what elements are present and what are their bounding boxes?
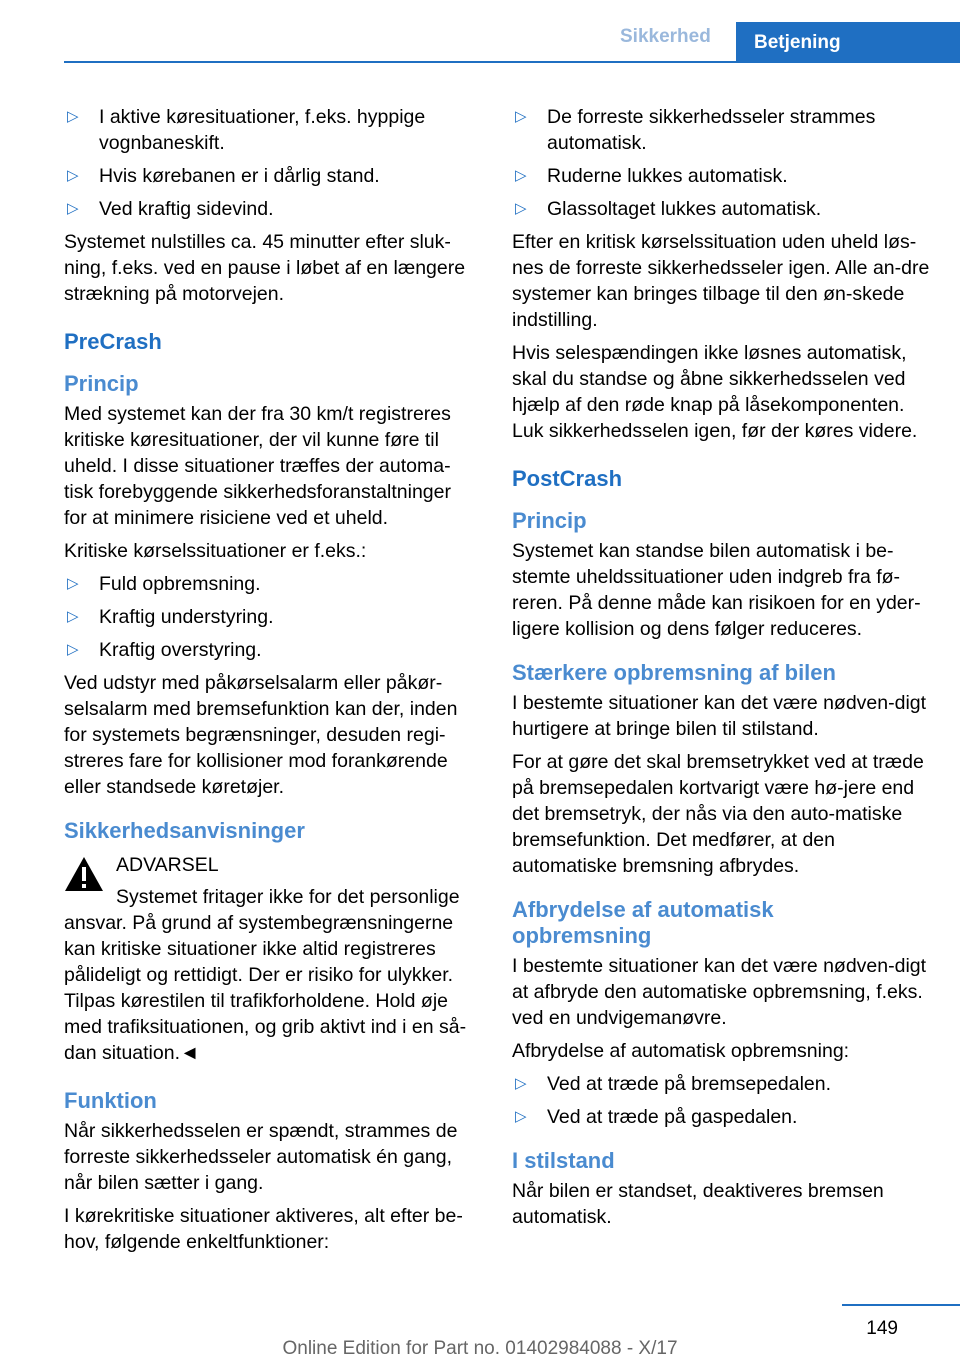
paragraph: Når sikkerhedsselen er spændt, strammes de forreste sikkerhedsseler automatisk én gang, når bilen sætter i gang. [64, 1120, 458, 1194]
paragraph: For at gøre det skal bremsetrykket ved at træde på bremsepedalen kortvarigt være hø-jere end det bremsetryk, der nås via den auto-matiske bremsefunktion. Det medfører, at den automatiske bremsning afbrydes. [512, 751, 924, 877]
triangle-bullet-icon: ▷ [67, 200, 79, 217]
paragraph: Med systemet kan der fra 30 km/t registreres kritiske køresituationer, der vil kunne føre til uheld. I disse situationer træffes der automa-tisk forebyggende sikkerhedsforanstaltninger for at minimere risiciene ved et uheld. [64, 403, 451, 529]
right-column [512, 104, 932, 1237]
warning-icon [64, 856, 104, 892]
warning-title: ADVARSEL [116, 854, 219, 876]
page-number: 149 [866, 1318, 898, 1339]
paragraph: Ved udstyr med påkørselsalarm eller påkør-selsalarm med bremsefunktion kan der, inden for systemets begrænsninger, desuden regi-streres fare for kollisioner mod forankørende eller standsede køretøjer. [64, 672, 458, 798]
heading-postcrash: PostCrash [512, 466, 623, 491]
heading-precrash: PreCrash [64, 329, 162, 354]
triangle-bullet-icon: ▷ [67, 108, 79, 125]
paragraph: Hvis selespændingen ikke løsnes automatisk, skal du standse og åbne sikkerhedsselen ved hjælp af den røde knap på låsekomponenten. Luk sikkerhedsselen igen, før der køres videre. [512, 342, 918, 442]
heading-sikkerhedsanvisninger: Sikkerhedsanvisninger [64, 818, 305, 843]
warning-text: ansvar. På grund af systembegrænsningerne kan kritiske situationer ikke altid registreres pålideligt og rettidigt. Der er risiko for ulykker. Tilpas kørestilen til trafikforholdene. Hold øje med trafiksituationen, og grib aktivt ind i en så-dan situation.◄ [64, 912, 467, 1064]
warning-text-first-line: Systemet fritager ikke for det personlige [116, 886, 460, 908]
triangle-bullet-icon: ▷ [515, 167, 527, 184]
paragraph: Kritiske kørselssituationer er f.eks.: [64, 540, 367, 562]
list-item: ▷ I aktive køresituationer, f.eks. hyppige vognbaneskift. [67, 106, 426, 154]
heading-princip: Princip [512, 508, 587, 533]
triangle-bullet-icon: ▷ [515, 108, 527, 125]
list-item: ▷ Kraftig understyring. [67, 606, 274, 628]
warning-block [64, 852, 476, 1066]
paragraph: Efter en kritisk kørselssituation uden uheld løs-nes de forreste sikkerhedsseler igen. Alle an-dre systemer kan bringes tilbage til den øn-skede indstilling. [512, 231, 930, 331]
list-item: ▷ Ved at træde på gaspedalen. [515, 1106, 798, 1128]
triangle-bullet-icon: ▷ [67, 575, 79, 592]
paragraph: I bestemte situationer kan det være nødven-digt hurtigere at bringe bilen til stilstand. [512, 692, 927, 740]
tab-sikkerhed[interactable]: Sikkerhed [620, 26, 711, 47]
triangle-bullet-icon: ▷ [67, 167, 79, 184]
left-column [64, 104, 476, 1262]
list-item: ▷ Glassoltaget lukkes automatisk. [515, 198, 822, 220]
list-item: ▷ Ved kraftig sidevind. [67, 198, 274, 220]
heading-staerkere-opbremsning: Stærkere opbremsning af bilen [512, 660, 836, 685]
paragraph: Afbrydelse af automatisk opbremsning: [512, 1040, 850, 1062]
paragraph: Systemet nulstilles ca. 45 minutter efter sluk-ning, f.eks. ved en pause i løbet af en længere strækning på motorvejen. [64, 231, 466, 305]
list-item: ▷ Ruderne lukkes automatisk. [515, 165, 788, 187]
heading-afbrydelse: Afbrydelse af automatisk opbremsning [512, 897, 774, 948]
heading-i-stilstand: I stilstand [512, 1148, 615, 1173]
tab-betjening[interactable]: Betjening [736, 22, 960, 63]
heading-princip: Princip [64, 371, 139, 396]
list-item: ▷ Ved at træde på bremsepedalen. [515, 1073, 832, 1095]
paragraph: Systemet kan standse bilen automatisk i be-stemte uheldssituationer uden indgreb fra fø-reren. På denne måde kan risikoen for en yder-ligere kollision og dens følger reduceres. [512, 540, 921, 640]
triangle-bullet-icon: ▷ [515, 1108, 527, 1125]
paragraph: I kørekritiske situationer aktiveres, alt efter be-hov, følgende enkeltfunktioner: [64, 1205, 463, 1253]
triangle-bullet-icon: ▷ [515, 1075, 527, 1092]
triangle-bullet-icon: ▷ [515, 200, 527, 217]
footer-rule [842, 1304, 960, 1306]
header-rule [64, 61, 960, 63]
heading-funktion: Funktion [64, 1088, 157, 1113]
list-item: ▷ Fuld opbremsning. [67, 573, 261, 595]
list-item: ▷ Kraftig overstyring. [67, 639, 262, 661]
triangle-bullet-icon: ▷ [67, 641, 79, 658]
footer-edition: Online Edition for Part no. 01402984088 - X/17 [282, 1338, 678, 1359]
list-item: ▷ De forreste sikkerhedsseler strammes automatisk. [515, 106, 876, 154]
list-item: ▷ Hvis kørebanen er i dårlig stand. [67, 165, 380, 187]
paragraph: Når bilen er standset, deaktiveres bremsen automatisk. [512, 1180, 884, 1228]
triangle-bullet-icon: ▷ [67, 608, 79, 625]
paragraph: I bestemte situationer kan det være nødven-digt at afbryde den automatiske opbremsning, f.eks. ved en undvigemanøvre. [512, 955, 927, 1029]
